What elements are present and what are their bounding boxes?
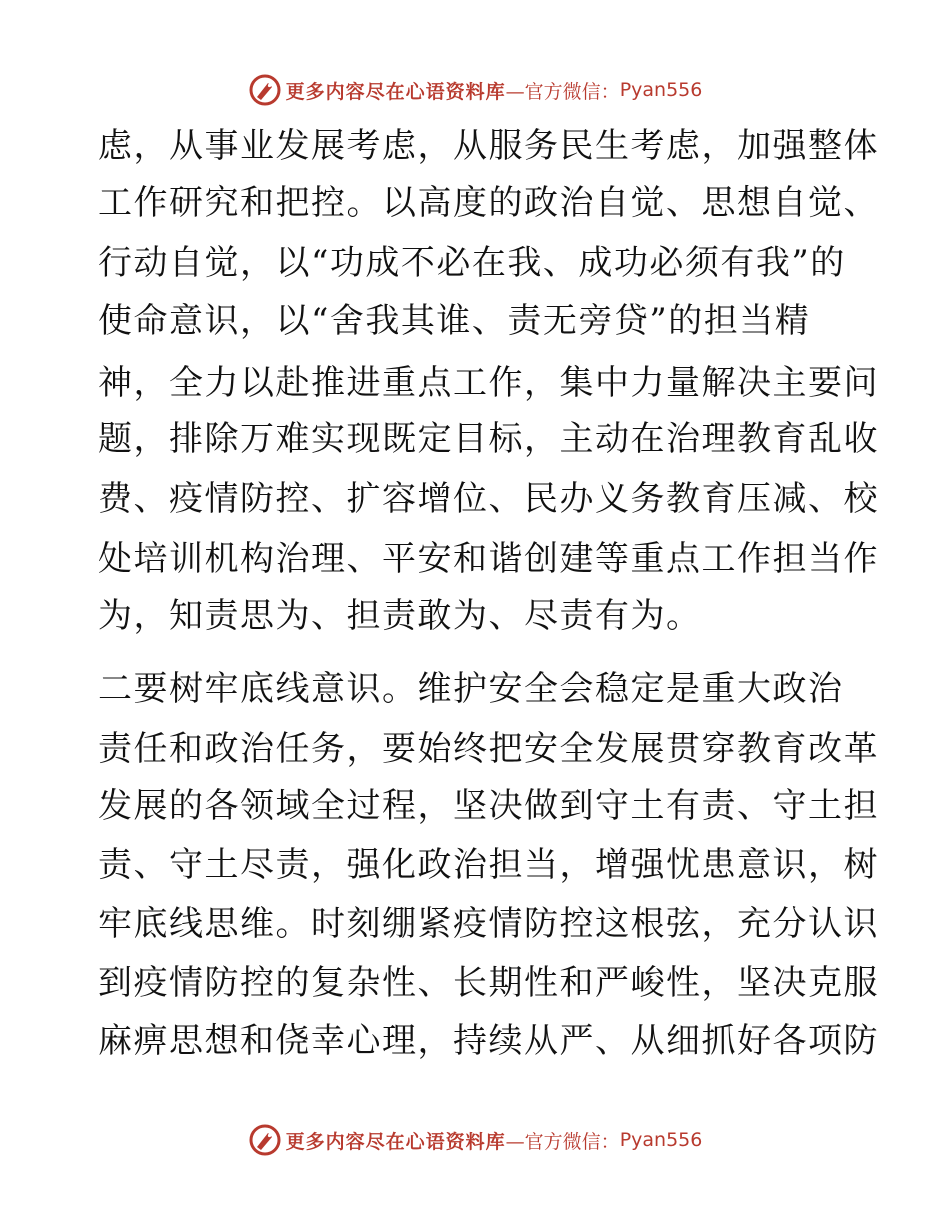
header-wechat-label: —官方微信： — [505, 80, 620, 103]
pen-nib-logo-icon — [248, 73, 282, 107]
text-line: 牢底线思维。时刻绷紧疫情防控这根弦，充分认识 — [98, 904, 879, 944]
text-line: 处培训机构治理、平安和谐创建等重点工作担当作 — [98, 539, 879, 579]
text-line: 工作研究和把控。以高度的政治自觉、思想自觉、 — [98, 183, 879, 223]
text-line: 到疫情防控的复杂性、长期性和严峻性，坚决克服 — [98, 963, 879, 1003]
pen-nib-logo-icon — [248, 1123, 282, 1157]
text-line: 发展的各领域全过程，坚决做到守土有责、守土担 — [98, 786, 879, 826]
text-line: 费、疫情防控、扩容增位、民办义务教育压减、校 — [98, 479, 879, 519]
text-line: 虑，从事业发展考虑，从服务民生考虑，加强整体 — [98, 126, 879, 166]
footer-site-name: 更多内容尽在心语资料库 — [285, 1130, 506, 1153]
text-line: 题，排除万难实现既定目标，主动在治理教育乱收 — [98, 419, 879, 459]
text-line: 责、守土尽责，强化政治担当，增强忧患意识，树 — [98, 845, 879, 885]
footer-wechat-id: Pyan556 — [619, 1129, 703, 1151]
text-line: 行动自觉，以“功成不必在我、成功必须有我”的 — [98, 243, 846, 283]
text-line: 二要树牢底线意识。维护安全会稳定是重大政治 — [98, 669, 844, 709]
footer-wechat-label: —官方微信： — [505, 1130, 620, 1153]
text-line: 麻痹思想和侥幸心理，持续从严、从细抓好各项防 — [98, 1021, 879, 1061]
header-site-name: 更多内容尽在心语资料库 — [285, 80, 506, 103]
text-line: 神，全力以赴推进重点工作，集中力量解决主要问 — [98, 363, 879, 403]
header-banner — [0, 70, 950, 110]
text-line: 责任和政治任务，要始终把安全发展贯穿教育改革 — [98, 729, 879, 769]
text-line: 使命意识，以“舍我其谁、责无旁贷”的担当精 — [98, 301, 811, 341]
text-line: 为，知责思为、担责敢为、尽责有为。 — [98, 596, 702, 636]
header-wechat-id: Pyan556 — [619, 79, 703, 101]
footer-banner — [0, 1120, 950, 1160]
